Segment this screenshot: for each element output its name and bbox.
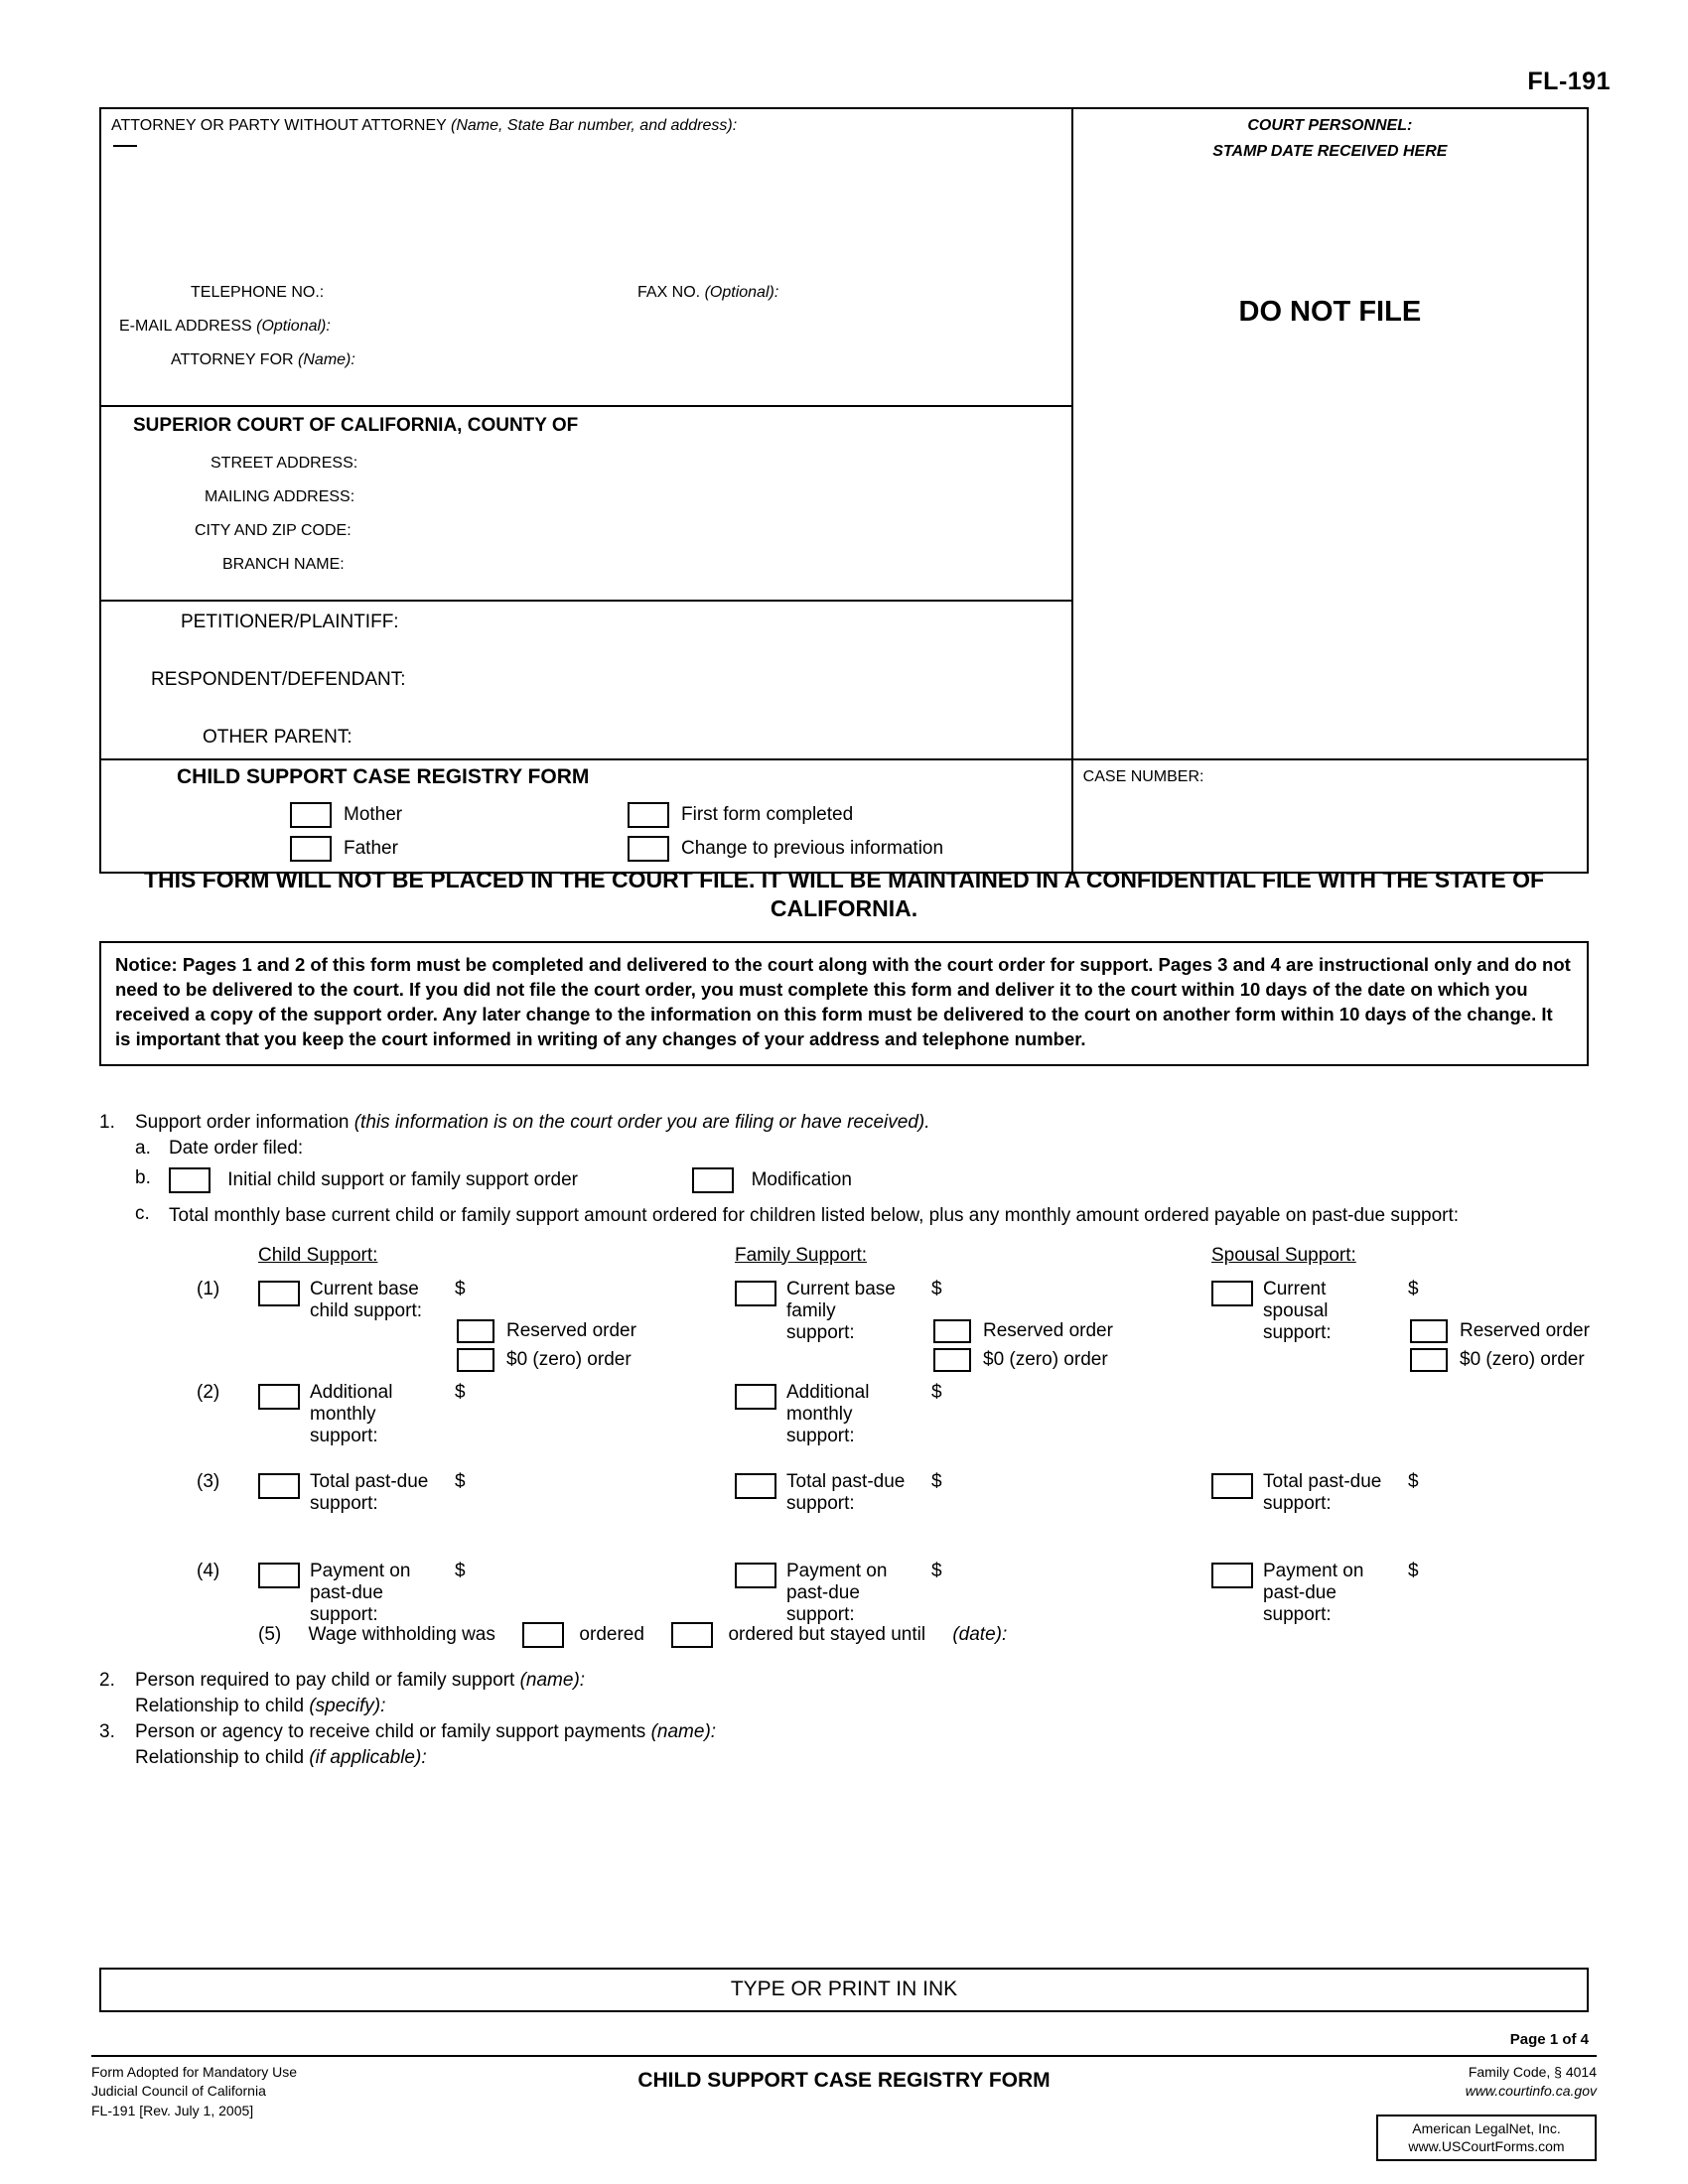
family-support-heading: Family Support: (735, 1244, 868, 1266)
case-number-label: CASE NUMBER: (1082, 768, 1204, 785)
family-row-4-label: Payment on past-due support: (786, 1560, 888, 1625)
registry-row (101, 758, 1587, 872)
item-3-relationship (135, 1747, 1589, 1769)
child-row-2-number: (2) (197, 1381, 220, 1403)
item-1 (99, 1112, 1589, 1134)
mailing-address-label: MAILING ADDRESS: (205, 488, 355, 505)
child-row-4-number: (4) (197, 1560, 220, 1581)
email-label-italic: (Optional): (256, 318, 331, 335)
left-corner-mark (113, 145, 137, 147)
checkbox-child-zero-order[interactable] (457, 1348, 494, 1372)
court-personnel-line1: COURT PERSONNEL: (1247, 117, 1413, 134)
type-or-print-box: TYPE OR PRINT IN INK (99, 1968, 1589, 2012)
street-address-label: STREET ADDRESS: (211, 455, 358, 472)
item-2-number: 2. (99, 1669, 115, 1691)
registry-right (1073, 760, 1587, 872)
fax-label-italic: (Optional): (704, 284, 779, 301)
attorney-for-text: ATTORNEY FOR (171, 351, 294, 368)
checkbox-child-reserved-order[interactable] (457, 1319, 494, 1343)
family-reserved-order-group[interactable] (933, 1316, 1113, 1345)
item-3-text: Person or agency to receive child or family support payments (135, 1720, 646, 1742)
spousal-row-4-label: Payment on past-due support: (1263, 1560, 1364, 1625)
footer-code-line: Family Code, § 4014 (1468, 2064, 1597, 2080)
respondent-label: RESPONDENT/DEFENDANT: (151, 669, 406, 690)
checkbox-first-form-label: First form completed (681, 804, 854, 825)
registry-left (101, 760, 1073, 872)
spousal-support-heading: Spousal Support: (1211, 1244, 1356, 1266)
item-1-number: 1. (99, 1112, 115, 1133)
court-title: SUPERIOR COURT OF CALIFORNIA, COUNTY OF (133, 415, 579, 436)
spousal-row-1-label: Current spousal support: (1263, 1278, 1332, 1343)
city-zip-label: CITY AND ZIP CODE: (195, 522, 352, 539)
family-zero-order-group[interactable] (933, 1345, 1113, 1374)
caption-left-column (101, 109, 1073, 758)
checkbox-family-current-base[interactable] (735, 1281, 776, 1306)
checkbox-spousal-current[interactable] (1211, 1281, 1253, 1306)
checkbox-father-label: Father (344, 838, 398, 859)
item-2 (99, 1670, 1589, 1692)
fax-label-text: FAX NO. (637, 284, 701, 301)
spousal-reserved-order-label: Reserved order (1460, 1319, 1590, 1341)
spousal-support-column (1211, 1245, 1609, 1650)
family-row-1 (735, 1279, 1201, 1378)
email-label (119, 318, 331, 336)
child-row-1-dollar: $ (455, 1278, 466, 1299)
attorney-label-italic: (Name, State Bar number, and address): (451, 117, 738, 134)
child-row-3-label: Total past-due support: (310, 1470, 429, 1514)
checkbox-spousal-total-past-due[interactable] (1211, 1473, 1253, 1499)
spousal-row-3-label: Total past-due support: (1263, 1470, 1382, 1514)
caption-box (99, 107, 1589, 874)
caption-right-column (1073, 109, 1587, 758)
attorney-label-text: ATTORNEY OR PARTY WITHOUT ATTORNEY (111, 117, 447, 134)
item-1-text: Support order information (135, 1112, 350, 1133)
family-row-2 (735, 1382, 1201, 1467)
confidential-statement: THIS FORM WILL NOT BE PLACED IN THE COURT FILE. IT WILL BE MAINTAINED IN A CONFIDENTIAL FILE WITH THE STATE OF CALIFORNIA. (143, 867, 1545, 922)
checkbox-change-label: Change to previous information (681, 838, 944, 859)
attorney-block (101, 109, 1071, 407)
item-2-italic: (name): (519, 1669, 586, 1691)
wage-number: (5) (258, 1623, 282, 1645)
other-parent-label: OTHER PARENT: (203, 727, 352, 748)
footer-rule (91, 2055, 1597, 2057)
item-2-relationship (135, 1696, 1589, 1717)
checkbox-change-group[interactable] (628, 836, 943, 862)
item-2-text: Person required to pay child or family support (135, 1669, 515, 1691)
item-1c (135, 1203, 1525, 1229)
item-1c-text: Total monthly base current child or family support amount ordered for children listed below, plus any monthly amount ordered payable on past-due support: (169, 1205, 1460, 1226)
item-1b-label: b. (135, 1167, 151, 1188)
spousal-row-3-dollar: $ (1408, 1470, 1419, 1492)
child-row-1 (197, 1278, 725, 1378)
checkbox-family-total-past-due[interactable] (735, 1473, 776, 1499)
wage-text: Wage withholding was (308, 1623, 495, 1645)
checkbox-family-reserved-order[interactable] (933, 1319, 971, 1343)
child-row-4-label: Payment on past-due support: (310, 1560, 411, 1625)
wage-stayed-italic: (date): (952, 1623, 1008, 1645)
family-row-1-dollar: $ (931, 1278, 942, 1299)
court-personnel-line2: STAMP DATE RECEIVED HERE (1212, 143, 1448, 160)
checkbox-family-payment-past-due[interactable] (735, 1563, 776, 1588)
footer-title: CHILD SUPPORT CASE REGISTRY FORM (637, 2069, 1051, 2092)
family-row-3 (735, 1471, 1201, 1557)
item-1a-label: a. (135, 1138, 151, 1159)
court-block (101, 407, 1071, 602)
footer-adopted-line2: Judicial Council of California (91, 2083, 266, 2100)
notice-box: Notice: Pages 1 and 2 of this form must be completed and delivered to the court along with the court order for support. Pages 3 and 4 are instructional only and do not need to be delivered to the court. If you did not file the court order, you must complete this form and deliver it to the court within 10 days of the date on which you received a copy of the support order. Any later change to the information on this form must be delivered to the court on another form within 10 days of the change. It is important that you keep the court informed in writing of any changes of your address and telephone number. (99, 941, 1589, 1066)
family-row-1-label: Current base family support: (786, 1278, 896, 1343)
footer-adopted-line3: FL-191 [Rev. July 1, 2005] (91, 2102, 254, 2118)
checkbox-change[interactable] (628, 836, 669, 862)
email-label-text: E-MAIL ADDRESS (119, 318, 252, 335)
spousal-row-1-options (1410, 1316, 1590, 1375)
branch-name-label: BRANCH NAME: (222, 556, 345, 573)
checkbox-spousal-zero-order[interactable] (1410, 1348, 1448, 1372)
checkbox-father[interactable] (290, 836, 332, 862)
checkbox-first-form-group[interactable] (628, 802, 853, 828)
checkbox-spousal-reserved-order[interactable] (1410, 1319, 1448, 1343)
item-3 (99, 1721, 1589, 1743)
party-block (101, 602, 1071, 751)
checkbox-father-group[interactable] (290, 836, 398, 862)
checkbox-child-total-past-due[interactable] (258, 1473, 300, 1499)
registry-title: CHILD SUPPORT CASE REGISTRY FORM (177, 765, 590, 788)
wage-ordered-label: ordered (579, 1623, 644, 1645)
checkbox-mother-label: Mother (344, 804, 403, 825)
child-row-2-label: Additional monthly support: (310, 1381, 393, 1446)
child-zero-order-group[interactable] (457, 1345, 636, 1374)
spousal-row-4-dollar: $ (1408, 1560, 1419, 1581)
legalnet-box (1376, 2115, 1597, 2161)
child-row-1-label: Current base child support: (310, 1278, 423, 1321)
form-body (99, 1112, 1589, 1773)
checkbox-mother-group[interactable] (290, 802, 402, 828)
checkbox-child-payment-past-due[interactable] (258, 1563, 300, 1588)
child-reserved-order-label: Reserved order (506, 1319, 636, 1341)
family-zero-order-label: $0 (zero) order (983, 1349, 1108, 1371)
legalnet-line1: American LegalNet, Inc. (1412, 2120, 1561, 2136)
family-row-3-dollar: $ (931, 1470, 942, 1492)
attorney-for-label (171, 351, 355, 369)
child-reserved-order-group[interactable] (457, 1316, 636, 1345)
checkbox-child-additional-monthly[interactable] (258, 1384, 300, 1410)
item-1a-text: Date order filed: (169, 1138, 304, 1159)
legalnet-line2[interactable]: www.USCourtForms.com (1408, 2138, 1565, 2155)
telephone-label: TELEPHONE NO.: (191, 284, 325, 301)
checkbox-child-current-base[interactable] (258, 1281, 300, 1306)
family-row-2-label: Additional monthly support: (786, 1381, 870, 1446)
checkbox-spousal-payment-past-due[interactable] (1211, 1563, 1253, 1588)
item-1c-label: c. (135, 1203, 150, 1224)
family-row-4-dollar: $ (931, 1560, 942, 1581)
item-2-sub-italic: (specify): (309, 1695, 386, 1716)
item-1a (135, 1138, 1589, 1160)
fax-label (637, 284, 778, 302)
stamp-area (1073, 117, 1587, 758)
attorney-for-italic: (Name): (298, 351, 355, 368)
spousal-zero-order-label: $0 (zero) order (1460, 1349, 1585, 1371)
spousal-row-1-dollar: $ (1408, 1278, 1419, 1299)
checkbox-modification[interactable] (692, 1167, 734, 1193)
item-3-sub-text: Relationship to child (135, 1746, 305, 1768)
footer-website[interactable]: www.courtinfo.ca.gov (1465, 2083, 1597, 2100)
checkbox-initial-order[interactable] (169, 1167, 211, 1193)
wage-withholding-row (258, 1622, 1007, 1648)
wage-stayed-label: ordered but stayed until (728, 1623, 926, 1645)
footer-right (1466, 2063, 1597, 2102)
checkbox-first-form[interactable] (628, 802, 669, 828)
child-row-1-options (457, 1316, 636, 1375)
checkbox-family-zero-order[interactable] (933, 1348, 971, 1372)
family-row-1-options (933, 1316, 1113, 1375)
child-row-4-dollar: $ (455, 1560, 466, 1581)
item-1-italic: (this information is on the court order you are filing or have received). (353, 1112, 930, 1133)
support-columns (99, 1245, 1589, 1662)
child-row-3 (197, 1470, 725, 1557)
footer-adopted-line1: Form Adopted for Mandatory Use (91, 2064, 297, 2080)
form-number: FL-191 (1527, 68, 1611, 95)
spousal-zero-order-group[interactable] (1410, 1345, 1590, 1374)
do-not-file-text: DO NOT FILE (1238, 296, 1422, 328)
checkbox-family-additional-monthly[interactable] (735, 1384, 776, 1410)
item-3-italic: (name): (650, 1720, 717, 1742)
item-1b-option1-label: Initial child support or family support order (227, 1169, 578, 1191)
family-row-2-dollar: $ (931, 1381, 942, 1403)
item-1b (135, 1167, 1589, 1193)
item-3-sub-italic: (if applicable): (309, 1746, 427, 1768)
child-row-1-number: (1) (197, 1278, 220, 1299)
item-1b-option2-label: Modification (751, 1169, 852, 1191)
page-indicator: Page 1 of 4 (1509, 2031, 1589, 2048)
spousal-reserved-order-group[interactable] (1410, 1316, 1590, 1345)
child-row-3-dollar: $ (455, 1470, 466, 1492)
family-reserved-order-label: Reserved order (983, 1319, 1113, 1341)
checkbox-wage-ordered[interactable] (522, 1622, 564, 1648)
child-zero-order-label: $0 (zero) order (506, 1349, 632, 1371)
petitioner-label: PETITIONER/PLAINTIFF: (181, 612, 399, 632)
child-support-heading: Child Support: (258, 1244, 378, 1266)
child-row-2 (197, 1381, 725, 1467)
family-row-3-label: Total past-due support: (786, 1470, 906, 1514)
child-row-3-number: (3) (197, 1470, 220, 1492)
items-2-3 (99, 1670, 1589, 1769)
child-row-2-dollar: $ (455, 1381, 466, 1403)
spousal-row-3 (1211, 1471, 1609, 1557)
checkbox-mother[interactable] (290, 802, 332, 828)
family-support-column (735, 1245, 1201, 1650)
child-support-column (197, 1244, 725, 1650)
attorney-label (111, 117, 1061, 135)
spousal-row-4 (1211, 1561, 1609, 1646)
spousal-row-2-empty (1211, 1382, 1609, 1467)
item-2-sub-text: Relationship to child (135, 1695, 305, 1716)
checkbox-wage-stayed[interactable] (671, 1622, 713, 1648)
item-3-number: 3. (99, 1720, 115, 1742)
spousal-row-1 (1211, 1279, 1609, 1378)
